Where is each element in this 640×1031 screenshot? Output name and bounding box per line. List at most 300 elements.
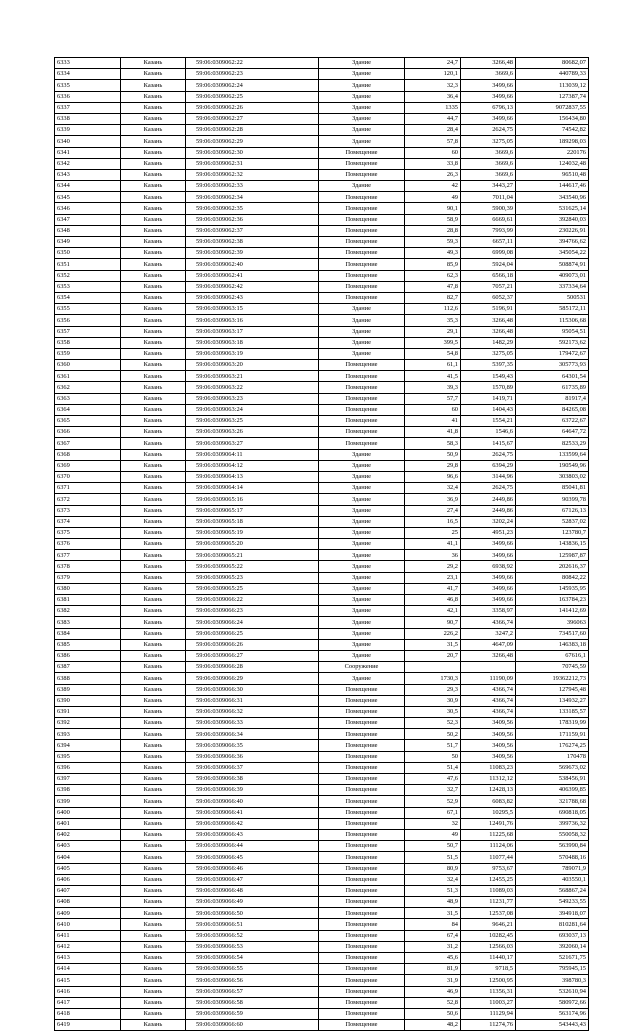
cadastral-value-cell: 500531	[516, 292, 589, 303]
cadastral-value-cell: 399736,32	[516, 818, 589, 829]
city-cell: Казань	[121, 650, 186, 661]
row-number-cell: 6344	[55, 181, 121, 192]
table-row	[55, 941, 589, 952]
object-type-cell: Здание	[319, 494, 405, 505]
city-cell: Казань	[121, 695, 186, 706]
cadastral-value-cell: 345054,22	[516, 248, 589, 259]
rate-cell: 6083,82	[461, 796, 516, 807]
cadastral-value-cell: 127945,48	[516, 684, 589, 695]
cadastral-value-cell: 156434,80	[516, 113, 589, 124]
row-number-cell: 6388	[55, 673, 121, 684]
table-row	[55, 852, 589, 863]
area-cell: 41,7	[405, 583, 461, 594]
cadastral-value-cell: 81917,4	[516, 393, 589, 404]
row-number-cell: 6337	[55, 102, 121, 113]
area-cell: 51,4	[405, 762, 461, 773]
rate-cell: 1415,67	[461, 438, 516, 449]
rate-cell: 6394,29	[461, 460, 516, 471]
table-row	[55, 91, 589, 102]
object-type-cell: Помещение	[319, 1020, 405, 1031]
city-cell: Казань	[121, 673, 186, 684]
cadastral-number-cell: 59:06:0309062:24	[186, 80, 319, 91]
object-type-cell: Помещение	[319, 259, 405, 270]
cadastral-number-cell: 59:06:0309063:16	[186, 315, 319, 326]
cadastral-value-cell: 96510,48	[516, 169, 589, 180]
area-cell: 29,3	[405, 684, 461, 695]
city-cell: Казань	[121, 550, 186, 561]
table-row	[55, 203, 589, 214]
cadastral-value-cell: 63722,67	[516, 416, 589, 427]
cadastral-number-cell: 59:06:0309062:25	[186, 91, 319, 102]
cadastral-value-cell: 409073,01	[516, 270, 589, 281]
row-number-cell: 6376	[55, 539, 121, 550]
row-number-cell: 6377	[55, 550, 121, 561]
row-number-cell: 6356	[55, 315, 121, 326]
object-type-cell: Здание	[319, 617, 405, 628]
cadastral-number-cell: 59:06:0309062:34	[186, 192, 319, 203]
area-cell: 32	[405, 818, 461, 829]
cadastral-number-cell: 59:06:0309062:37	[186, 225, 319, 236]
cadastral-value-cell: 693037,13	[516, 930, 589, 941]
city-cell: Казань	[121, 852, 186, 863]
cadastral-number-cell: 59:06:0309066:39	[186, 785, 319, 796]
object-type-cell: Здание	[319, 583, 405, 594]
cadastral-value-cell: 67616,1	[516, 650, 589, 661]
cadastral-value-cell: 146383,18	[516, 639, 589, 650]
table-row	[55, 617, 589, 628]
object-type-cell: Помещение	[319, 371, 405, 382]
object-type-cell: Помещение	[319, 192, 405, 203]
rate-cell: 12428,13	[461, 785, 516, 796]
table-row	[55, 673, 589, 684]
cadastral-value-cell: 178319,99	[516, 718, 589, 729]
row-number-cell: 6367	[55, 438, 121, 449]
city-cell: Казань	[121, 169, 186, 180]
cadastral-value-cell: 170478	[516, 751, 589, 762]
object-type-cell: Помещение	[319, 897, 405, 908]
cadastral-number-cell: 59:06:0309063:20	[186, 360, 319, 371]
cadastral-number-cell: 59:06:0309064:13	[186, 471, 319, 482]
object-type-cell: Помещение	[319, 908, 405, 919]
cadastral-value-cell: 67126,13	[516, 505, 589, 516]
cadastral-number-cell: 59:06:0309066:38	[186, 774, 319, 785]
object-type-cell: Помещение	[319, 360, 405, 371]
area-cell: 90,7	[405, 617, 461, 628]
object-type-cell: Здание	[319, 80, 405, 91]
object-type-cell: Помещение	[319, 986, 405, 997]
city-cell: Казань	[121, 606, 186, 617]
rate-cell: 3499,66	[461, 113, 516, 124]
area-cell: 49,3	[405, 248, 461, 259]
area-cell: 50,7	[405, 841, 461, 852]
table-row	[55, 695, 589, 706]
table-row	[55, 863, 589, 874]
rate-cell: 7993,99	[461, 225, 516, 236]
cadastral-number-cell: 59:06:0309066:41	[186, 807, 319, 818]
rate-cell: 11225,68	[461, 829, 516, 840]
table-row	[55, 583, 589, 594]
cadastral-number-cell: 59:06:0309066:24	[186, 617, 319, 628]
city-cell: Казань	[121, 740, 186, 751]
object-type-cell: Помещение	[319, 237, 405, 248]
rate-cell: 11124,06	[461, 841, 516, 852]
city-cell: Казань	[121, 91, 186, 102]
cadastral-number-cell: 59:06:0309063:18	[186, 337, 319, 348]
cadastral-number-cell: 59:06:0309066:57	[186, 986, 319, 997]
object-type-cell: Здание	[319, 304, 405, 315]
row-number-cell: 6336	[55, 91, 121, 102]
cadastral-number-cell: 59:06:0309063:25	[186, 416, 319, 427]
object-type-cell: Помещение	[319, 841, 405, 852]
table-row	[55, 292, 589, 303]
cadastral-value-cell: 568867,24	[516, 885, 589, 896]
object-type-cell: Помещение	[319, 214, 405, 225]
table-row	[55, 650, 589, 661]
rate-cell: 3669,6	[461, 158, 516, 169]
row-number-cell: 6343	[55, 169, 121, 180]
table-row	[55, 483, 589, 494]
cadastral-value-cell: 90399,78	[516, 494, 589, 505]
cadastral-value-cell: 190549,96	[516, 460, 589, 471]
object-type-cell: Здание	[319, 505, 405, 516]
table-row	[55, 807, 589, 818]
area-cell: 49	[405, 192, 461, 203]
city-cell: Казань	[121, 986, 186, 997]
city-cell: Казань	[121, 684, 186, 695]
row-number-cell: 6402	[55, 829, 121, 840]
area-cell: 26,3	[405, 169, 461, 180]
cadastral-value-cell: 795945,15	[516, 964, 589, 975]
row-number-cell: 6350	[55, 248, 121, 259]
cadastral-number-cell: 59:06:0309066:31	[186, 695, 319, 706]
area-cell: 52,9	[405, 796, 461, 807]
object-type-cell: Помещение	[319, 438, 405, 449]
table-row	[55, 885, 589, 896]
city-cell: Казань	[121, 416, 186, 427]
city-cell: Казань	[121, 292, 186, 303]
object-type-cell: Помещение	[319, 796, 405, 807]
cadastral-value-cell: 394766,62	[516, 237, 589, 248]
row-number-cell: 6342	[55, 158, 121, 169]
object-type-cell: Здание	[319, 337, 405, 348]
table-row	[55, 897, 589, 908]
cadastral-value-cell: 176274,25	[516, 740, 589, 751]
row-number-cell: 6404	[55, 852, 121, 863]
area-cell: 399,5	[405, 337, 461, 348]
area-cell: 36,4	[405, 91, 461, 102]
row-number-cell: 6374	[55, 516, 121, 527]
row-number-cell: 6411	[55, 930, 121, 941]
area-cell: 112,6	[405, 304, 461, 315]
area-cell: 32,4	[405, 483, 461, 494]
rate-cell: 3499,66	[461, 91, 516, 102]
city-cell: Казань	[121, 460, 186, 471]
row-number-cell: 6347	[55, 214, 121, 225]
rate-cell: 4366,74	[461, 617, 516, 628]
area-cell: 50,9	[405, 449, 461, 460]
cadastral-number-cell: 59:06:0309064:12	[186, 460, 319, 471]
city-cell: Казань	[121, 975, 186, 986]
cadastral-value-cell: 440789,33	[516, 69, 589, 80]
cadastral-value-cell: 392840,03	[516, 214, 589, 225]
object-type-cell: Здание	[319, 136, 405, 147]
row-number-cell: 6396	[55, 762, 121, 773]
cadastral-value-cell: 532610,94	[516, 986, 589, 997]
row-number-cell: 6369	[55, 460, 121, 471]
city-cell: Казань	[121, 281, 186, 292]
row-number-cell: 6339	[55, 125, 121, 136]
row-number-cell: 6341	[55, 147, 121, 158]
city-cell: Казань	[121, 136, 186, 147]
object-type-cell: Помещение	[319, 885, 405, 896]
object-type-cell: Помещение	[319, 930, 405, 941]
cadastral-value-cell: 406399,85	[516, 785, 589, 796]
cadastral-number-cell: 59:06:0309066:58	[186, 997, 319, 1008]
area-cell: 59,3	[405, 237, 461, 248]
cadastral-value-cell: 202616,37	[516, 561, 589, 572]
area-cell: 29,1	[405, 326, 461, 337]
area-cell: 25	[405, 527, 461, 538]
rate-cell: 11003,27	[461, 997, 516, 1008]
row-number-cell: 6360	[55, 360, 121, 371]
city-cell: Казань	[121, 270, 186, 281]
rate-cell: 12500,95	[461, 975, 516, 986]
rate-cell: 11190,09	[461, 673, 516, 684]
row-number-cell: 6387	[55, 662, 121, 673]
cadastral-number-cell: 59:06:0309063:15	[186, 304, 319, 315]
cadastral-value-cell: 531625,14	[516, 203, 589, 214]
table-row	[55, 382, 589, 393]
area-cell: 50,6	[405, 1008, 461, 1019]
document-page	[54, 57, 588, 1031]
table-row	[55, 953, 589, 964]
object-type-cell: Здание	[319, 449, 405, 460]
cadastral-number-cell: 59:06:0309065:18	[186, 516, 319, 527]
city-cell: Казань	[121, 304, 186, 315]
rate-cell: 1570,89	[461, 382, 516, 393]
cadastral-value-cell: 230226,91	[516, 225, 589, 236]
cadastral-number-cell: 59:06:0309062:30	[186, 147, 319, 158]
row-number-cell: 6410	[55, 919, 121, 930]
table-row	[55, 829, 589, 840]
rate-cell: 3409,56	[461, 729, 516, 740]
row-number-cell: 6407	[55, 885, 121, 896]
row-number-cell: 6400	[55, 807, 121, 818]
city-cell: Казань	[121, 125, 186, 136]
cadastral-number-cell: 59:06:0309066:47	[186, 874, 319, 885]
object-type-cell: Здание	[319, 102, 405, 113]
cadastral-value-cell: 521671,75	[516, 953, 589, 964]
cadastral-value-cell: 398780,3	[516, 975, 589, 986]
area-cell: 47,6	[405, 774, 461, 785]
area-cell: 1335	[405, 102, 461, 113]
rate-cell: 2624,75	[461, 125, 516, 136]
city-cell: Казань	[121, 818, 186, 829]
cadastral-number-cell: 59:06:0309066:49	[186, 897, 319, 908]
city-cell: Казань	[121, 483, 186, 494]
cadastral-value-cell: 563990,84	[516, 841, 589, 852]
object-type-cell: Здание	[319, 572, 405, 583]
city-cell: Казань	[121, 113, 186, 124]
cadastral-number-cell: 59:06:0309063:24	[186, 404, 319, 415]
row-number-cell: 6390	[55, 695, 121, 706]
cadastral-value-cell: 337334,64	[516, 281, 589, 292]
object-type-cell: Здание	[319, 650, 405, 661]
row-number-cell: 6371	[55, 483, 121, 494]
row-number-cell: 6389	[55, 684, 121, 695]
rate-cell: 6657,11	[461, 237, 516, 248]
rate-cell: 3266,48	[461, 326, 516, 337]
rate-cell: 5196,91	[461, 304, 516, 315]
table-row	[55, 69, 589, 80]
cadastral-number-cell: 59:06:0309066:25	[186, 628, 319, 639]
table-row	[55, 158, 589, 169]
row-number-cell: 6415	[55, 975, 121, 986]
cadastral-value-cell: 810281,64	[516, 919, 589, 930]
cadastral-number-cell: 59:06:0309063:23	[186, 393, 319, 404]
rate-cell: 11089,03	[461, 885, 516, 896]
cadastral-value-cell: 549233,55	[516, 897, 589, 908]
table-row	[55, 595, 589, 606]
row-number-cell: 6357	[55, 326, 121, 337]
row-number-cell: 6384	[55, 628, 121, 639]
cadastral-value-cell: 163784,23	[516, 595, 589, 606]
area-cell: 31,2	[405, 941, 461, 952]
table-row	[55, 248, 589, 259]
rate-cell: 6938,92	[461, 561, 516, 572]
area-cell: 52,3	[405, 718, 461, 729]
city-cell: Казань	[121, 628, 186, 639]
table-row	[55, 192, 589, 203]
table-row	[55, 393, 589, 404]
cadastral-value-cell: 690818,05	[516, 807, 589, 818]
object-type-cell: Помещение	[319, 941, 405, 952]
rate-cell: 12566,03	[461, 941, 516, 952]
city-cell: Казань	[121, 1008, 186, 1019]
object-type-cell: Помещение	[319, 729, 405, 740]
rate-cell: 2449,86	[461, 494, 516, 505]
row-number-cell: 6386	[55, 650, 121, 661]
row-number-cell: 6354	[55, 292, 121, 303]
city-cell: Казань	[121, 471, 186, 482]
area-cell: 226,2	[405, 628, 461, 639]
area-cell: 51,5	[405, 852, 461, 863]
rate-cell: 3266,48	[461, 58, 516, 69]
city-cell: Казань	[121, 393, 186, 404]
city-cell: Казань	[121, 785, 186, 796]
area-cell: 46,9	[405, 986, 461, 997]
object-type-cell: Здание	[319, 539, 405, 550]
cadastral-value-cell: 343540,96	[516, 192, 589, 203]
object-type-cell: Помещение	[319, 852, 405, 863]
city-cell: Казань	[121, 751, 186, 762]
city-cell: Казань	[121, 953, 186, 964]
table-row	[55, 1020, 589, 1031]
area-cell: 41,1	[405, 539, 461, 550]
row-number-cell: 6373	[55, 505, 121, 516]
rate-cell: 3266,48	[461, 315, 516, 326]
city-cell: Казань	[121, 863, 186, 874]
cadastral-number-cell: 59:06:0309062:41	[186, 270, 319, 281]
rate-cell: 1482,29	[461, 337, 516, 348]
cadastral-value-cell: 580972,66	[516, 997, 589, 1008]
area-cell: 85,9	[405, 259, 461, 270]
row-number-cell: 6392	[55, 718, 121, 729]
city-cell: Казань	[121, 729, 186, 740]
row-number-cell: 6399	[55, 796, 121, 807]
city-cell: Казань	[121, 371, 186, 382]
object-type-cell: Помещение	[319, 281, 405, 292]
cadastral-number-cell: 59:06:0309065:20	[186, 539, 319, 550]
area-cell: 42,1	[405, 606, 461, 617]
cadastral-number-cell: 59:06:0309066:29	[186, 673, 319, 684]
area-cell: 46,8	[405, 595, 461, 606]
city-cell: Казань	[121, 382, 186, 393]
cadastral-value-cell: 80842,22	[516, 572, 589, 583]
row-number-cell: 6397	[55, 774, 121, 785]
cadastral-value-cell: 144617,46	[516, 181, 589, 192]
cadastral-number-cell: 59:06:0309062:38	[186, 237, 319, 248]
cadastral-number-cell: 59:06:0309062:39	[186, 248, 319, 259]
row-number-cell: 6365	[55, 416, 121, 427]
cadastral-value-cell: 133599,64	[516, 449, 589, 460]
cadastral-value-cell: 115306,68	[516, 315, 589, 326]
rate-cell: 4366,74	[461, 706, 516, 717]
rate-cell: 7011,04	[461, 192, 516, 203]
cadastral-number-cell: 59:06:0309062:36	[186, 214, 319, 225]
city-cell: Казань	[121, 561, 186, 572]
row-number-cell: 6414	[55, 964, 121, 975]
cadastral-value-cell: 64647,72	[516, 427, 589, 438]
area-cell: 82,7	[405, 292, 461, 303]
row-number-cell: 6353	[55, 281, 121, 292]
cadastral-number-cell: 59:06:0309066:59	[186, 1008, 319, 1019]
object-type-cell: Помещение	[319, 382, 405, 393]
city-cell: Казань	[121, 919, 186, 930]
area-cell: 57,8	[405, 136, 461, 147]
city-cell: Казань	[121, 964, 186, 975]
cadastral-value-cell: 52837,02	[516, 516, 589, 527]
area-cell: 67,1	[405, 807, 461, 818]
row-number-cell: 6364	[55, 404, 121, 415]
rate-cell: 9718,5	[461, 964, 516, 975]
rate-cell: 3202,24	[461, 516, 516, 527]
area-cell: 41	[405, 416, 461, 427]
rate-cell: 3144,96	[461, 471, 516, 482]
rate-cell: 11440,17	[461, 953, 516, 964]
cadastral-value-cell: 123780,7	[516, 527, 589, 538]
city-cell: Казань	[121, 841, 186, 852]
table-row	[55, 550, 589, 561]
cadastral-value-cell: 113039,12	[516, 80, 589, 91]
rate-cell: 1554,21	[461, 416, 516, 427]
area-cell: 16,5	[405, 516, 461, 527]
object-type-cell: Помещение	[319, 270, 405, 281]
city-cell: Казань	[121, 147, 186, 158]
rate-cell: 1404,43	[461, 404, 516, 415]
rate-cell: 11083,23	[461, 762, 516, 773]
row-number-cell: 6349	[55, 237, 121, 248]
cadastral-value-cell: 124032,48	[516, 158, 589, 169]
city-cell: Казань	[121, 941, 186, 952]
rate-cell: 10282,45	[461, 930, 516, 941]
row-number-cell: 6340	[55, 136, 121, 147]
cadastral-number-cell: 59:06:0309066:50	[186, 908, 319, 919]
row-number-cell: 6366	[55, 427, 121, 438]
rate-cell: 3275,05	[461, 136, 516, 147]
row-number-cell: 6333	[55, 58, 121, 69]
city-cell: Казань	[121, 774, 186, 785]
